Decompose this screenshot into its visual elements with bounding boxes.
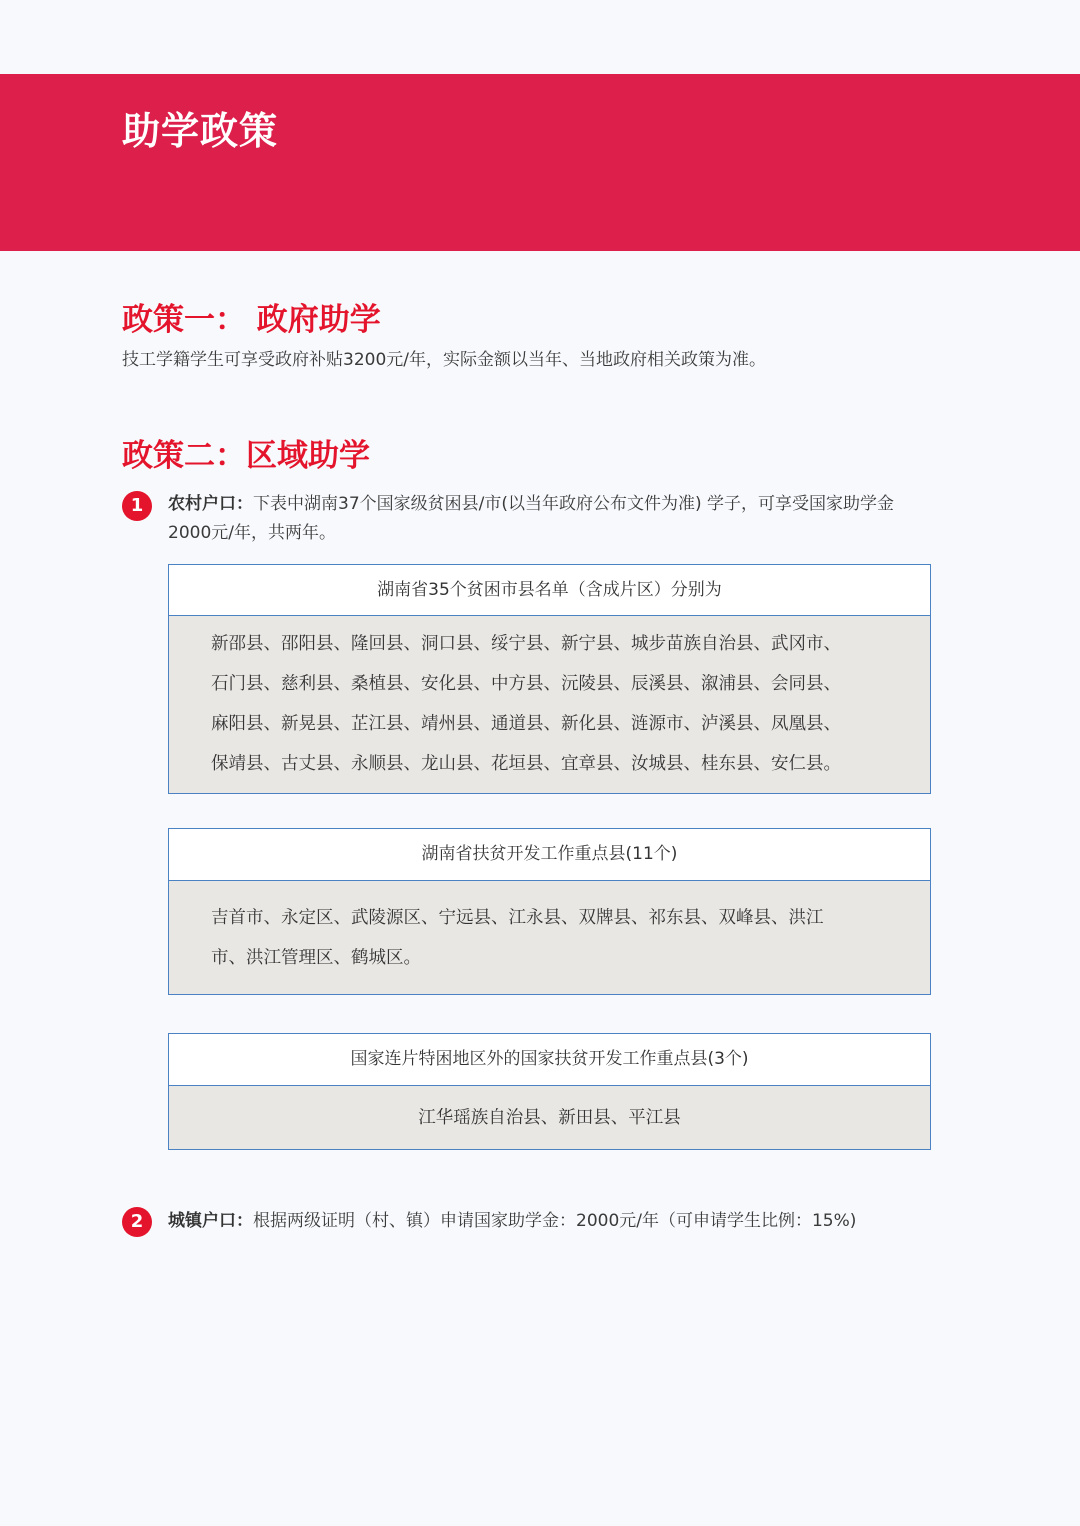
page-title: 助学政策	[122, 109, 279, 153]
poor-counties-table	[168, 564, 931, 794]
policy-one-text: 技工学籍学生可享受政府补贴3200元/年，实际金额以当年、当地政府相关政策为准。	[122, 350, 766, 370]
urban-household-label: 城镇户口：	[168, 1211, 253, 1231]
county-list-line: 石门县、慈利县、桑植县、安化县、中方县、沅陵县、辰溪县、溆浦县、会同县、	[211, 674, 841, 694]
policy-two-heading: 政策二：区域助学	[122, 438, 370, 474]
county-list-line: 保靖县、古丈县、永顺县、龙山县、花垣县、宜章县、汝城县、桂东县、安仁县。	[211, 754, 841, 774]
county-list-line: 新邵县、邵阳县、隆回县、洞口县、绥宁县、新宁县、城步苗族自治县、武冈市、	[211, 634, 841, 654]
key-counties-table-header: 湖南省扶贫开发工作重点县(11个)	[169, 829, 930, 881]
county-list-line: 麻阳县、新晃县、芷江县、靖州县、通道县、新化县、涟源市、泸溪县、凤凰县、	[211, 714, 841, 734]
national-key-counties-table-body	[169, 1086, 930, 1150]
rural-household-text	[168, 490, 918, 548]
key-counties-table	[168, 828, 931, 995]
number-badge-2: 2	[122, 1207, 152, 1237]
header-banner	[0, 74, 1080, 251]
rural-household-label: 农村户口：	[168, 494, 253, 514]
poor-counties-table-header: 湖南省35个贫困市县名单（含成片区）分别为	[169, 565, 930, 616]
rural-household-description: 下表中湖南37个国家级贫困县/市(以当年政府公布文件为准) 学子，可享受国家助学金2000元/年，共两年。	[168, 494, 895, 543]
urban-household-text	[168, 1207, 918, 1236]
number-badge-1: 1	[122, 491, 152, 521]
national-key-counties-table	[168, 1033, 931, 1150]
policy-one-heading: 政策一： 政府助学	[122, 302, 381, 338]
national-key-counties-table-header: 国家连片特困地区外的国家扶贫开发工作重点县(3个)	[169, 1034, 930, 1086]
county-list-line: 江华瑶族自治县、新田县、平江县	[418, 1108, 681, 1128]
county-list-line: 吉首市、永定区、武陵源区、宁远县、江永县、双牌县、祁东县、双峰县、洪江	[211, 908, 824, 928]
poor-counties-table-body	[169, 616, 930, 784]
key-counties-table-body	[169, 881, 930, 978]
county-list-line: 市、洪江管理区、鹤城区。	[211, 948, 421, 968]
urban-household-description: 根据两级证明（村、镇）申请国家助学金：2000元/年（可申请学生比例：15%)	[253, 1211, 857, 1231]
